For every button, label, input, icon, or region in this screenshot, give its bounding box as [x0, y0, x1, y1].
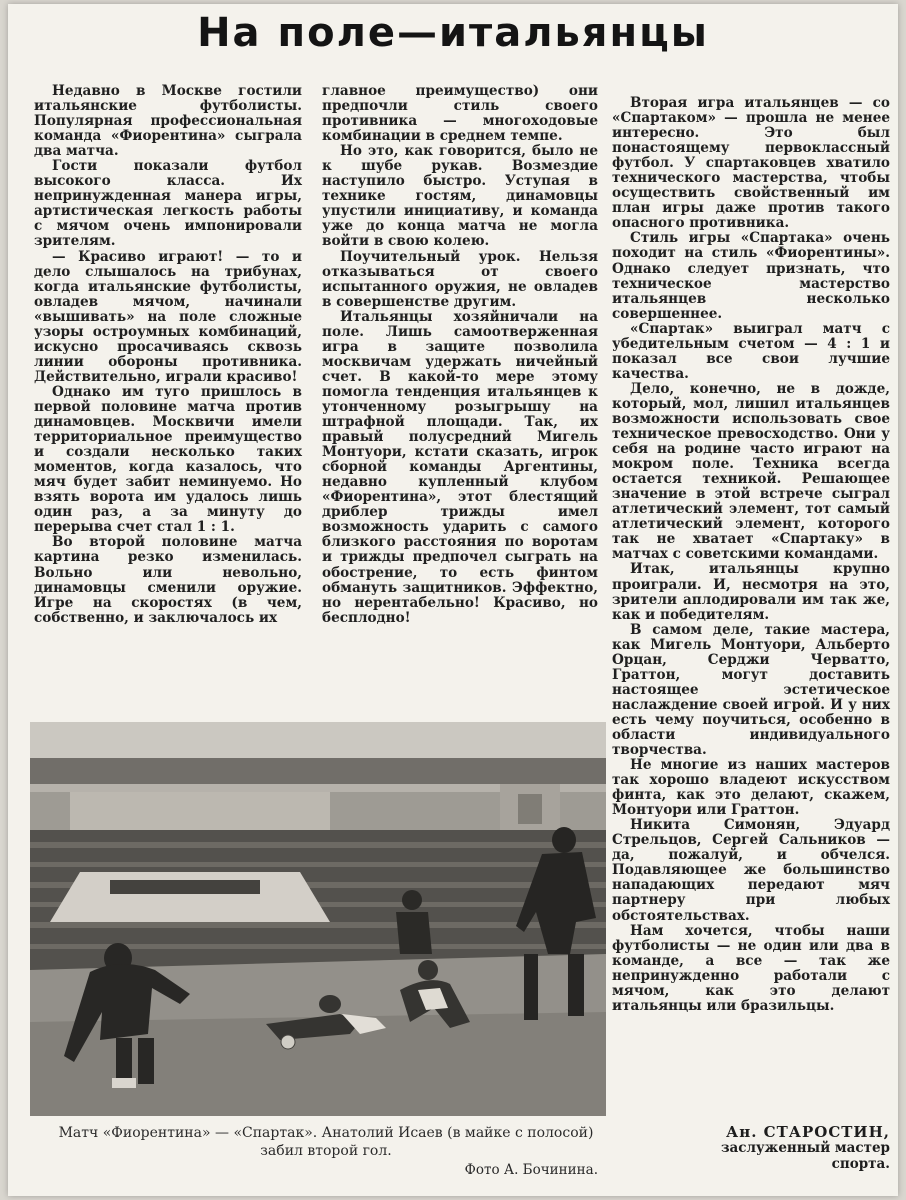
magazine-page: [8, 4, 898, 1196]
paragraph: Дело, конечно, не в дожде, который, мол, лишил итальянцев возможности использовать свое техническое превосходство. Они у себя на родине часто играют на мокром поле. Техника всегда остается техникой. Решающее значение в этой встрече сыграл атлетический элемент, тот самый атлетический элемент, которого так не хватает «Спартаку» в матчах с советскими командами.: [612, 380, 890, 563]
paragraph: — Красиво играют! — то и дело слышалось на трибунах, когда итальянские футболисты, овладев мячом, начинали «вышивать» на поле сложные узоры остроумных комбинаций, искусно просачиваясь сквозь линии обороны противника. Действительно, играли красиво!: [34, 248, 302, 385]
paragraph: Во второй половине матча картина резко изменилась. Вольно или невольно, динамовцы сменили оружие. Игре на скоростях (в чем, собственно, и заключалось их: [34, 534, 302, 626]
paragraph: «Спартак» выиграл матч с убедительным счетом — 4 : 1 и показал все свои лучшие качества.: [612, 320, 890, 382]
article-title: На поле—итальянцы: [197, 10, 709, 56]
paragraph: Поучительный урок. Нельзя отказываться от своего испытанного оружия, не овладев в совершенстве другим.: [322, 248, 598, 310]
paragraph: Итальянцы хозяйничали на поле. Лишь самоотверженная игра в защите позволила москвичам удержать ничейный счет. В какой-то мере этому помогла тенденция итальянцев к утонченному розыгрышу на штрафной площади. Так, их правый полусредний Мигель Монтуори, кстати сказать, игрок сборной команды Аргентины, недавно купленный клубом «Фиорентина», этот блестящий дриблер трижды имел возможность ударить с самого близкого расстояния по воротам и трижды предпочел сыграть на обострение, то есть финтом обмануть защитников. Эффектно, но нерентабельно! Красиво, но бесплодно!: [322, 308, 598, 626]
match-photo: [30, 722, 606, 1116]
paragraph: Однако им туго пришлось в первой половине матча против динамовцев. Москвичи имели территориальное преимущество и создали несколько таких моментов, когда казалось, что мяч будет забит неминуемо. Но взять ворота им удалось лишь один раз, а за минуту до перерыва счет стал 1 : 1.: [34, 383, 302, 536]
paragraph: Вторая игра итальянцев — со «Спартаком» — прошла не менее интересно. Это был понастоящему первоклассный футбол. У спартаковцев хватило технического мастерства, чтобы осуществить свойственный им план игры даже против такого опасного противника.: [612, 95, 890, 232]
author-signature: [676, 1124, 890, 1172]
author-name: Ан. СТАРОСТИН,: [726, 1123, 890, 1141]
author-title: заслуженный мастер спорта.: [720, 1140, 890, 1172]
text-column-1: [34, 84, 302, 626]
paragraph: Но это, как говорится, было не к шубе рукав. Возмездие наступило быстро. Уступая в технике гостям, динамовцы упустили инициативу, и команда уже до конца матча не могла войти в свою колею.: [322, 143, 598, 250]
paragraph: Нам хочется, чтобы наши футболисты — не один или два в команде, а все — так же непринужденно работали с мячом, как это делают итальянцы или бразильцы.: [612, 922, 890, 1014]
photo-caption: Матч «Фиорентина» — «Спартак». Анатолий Исаев (в майке с полосой) забил второй гол.: [58, 1125, 594, 1159]
paragraph: В самом деле, такие мастера, как Мигель Монтуори, Альберто Орцан, Серджи Черватто, Граттон, могут доставить настоящее эстетическое наслаждение своей игрой. И у них есть чему поучиться, особенно в области индивидуального творчества.: [612, 621, 890, 759]
text-column-3: [612, 96, 890, 1014]
paragraph: главное преимущество) они предпочли стиль своего противника — многоходовые комбинации в среднем темпе.: [322, 83, 598, 145]
paragraph: Недавно в Москве гостили итальянские футболисты. Популярная профессиональная команда «Фиорентина» сыграла два матча.: [34, 83, 302, 160]
paragraph: Итак, итальянцы крупно проиграли. И, несмотря на это, зрители аплодировали им так же, как и победителям.: [612, 561, 890, 623]
photo-credit: Фото А. Бочинина.: [464, 1162, 598, 1178]
paragraph: Стиль игры «Спартака» очень походит на стиль «Фиорентины». Однако следует признать, что техническое мастерство итальянцев несколько совершеннее.: [612, 230, 890, 322]
paragraph: Гости показали футбол высокого класса. Их непринужденная манера игры, артистическая легкость работы с мячом очень импонировали зрителям.: [34, 158, 302, 250]
paragraph: Никита Симонян, Эдуард Стрельцов, Сергей Сальников — да, пожалуй, и обчелся. Подавляющее же большинство нападающих передают мяч партнеру при любых обстоятельствах.: [612, 817, 890, 924]
paragraph: Не многие из наших мастеров так хорошо владеют искусством финта, как это делают, скажем, Монтуори или Граттон.: [612, 757, 890, 819]
text-column-2: [322, 84, 598, 626]
